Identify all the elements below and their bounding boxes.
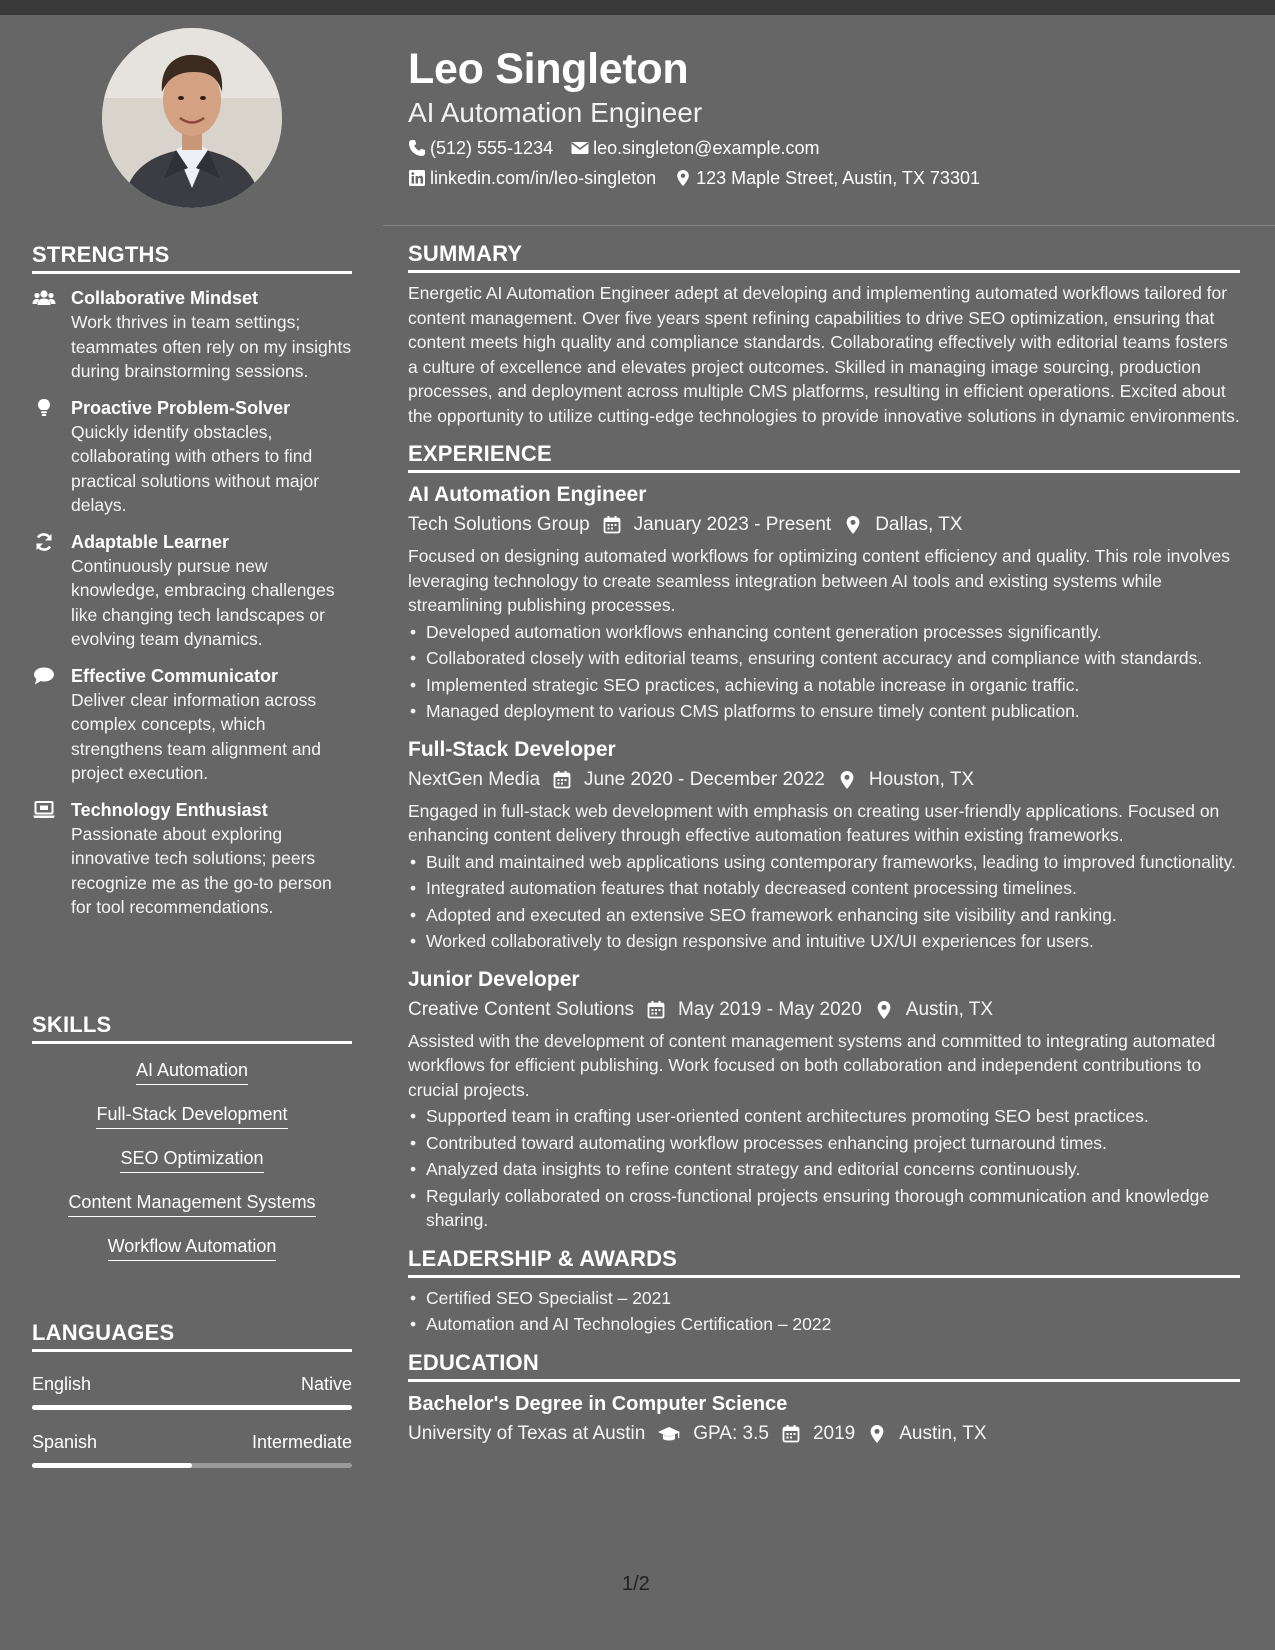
- graduation-cap-icon: [657, 1424, 681, 1444]
- street-address: 123 Maple Street, Austin, TX 73301: [696, 168, 980, 188]
- lightbulb-icon: [32, 398, 56, 418]
- job-achievements: [408, 850, 1240, 954]
- strength-description: Passionate about exploring innovative tech solutions; peers recognize me as the go-to person for tool recommendations.: [71, 823, 332, 917]
- page-number: 1/2: [622, 1573, 650, 1595]
- language-proficiency-fill: [32, 1463, 192, 1468]
- language-item: [32, 1430, 352, 1468]
- skill-tag: AI Automation: [136, 1058, 248, 1085]
- achievement-item: • Regularly collaborated on cross-functional projects ensuring thorough communication and knowledge sharing.: [408, 1184, 1240, 1233]
- achievement-item: • Collaborated closely with editorial teams, ensuring content accuracy and compliance with standards.: [408, 646, 1240, 671]
- company-name: NextGen Media: [408, 768, 541, 790]
- experience-heading: EXPERIENCE: [408, 440, 1240, 473]
- achievement-item: • Adopted and executed an extensive SEO framework enhancing site visibility and ranking.: [408, 903, 1240, 928]
- strength-title: Adaptable Learner: [71, 531, 230, 552]
- email-address: leo.singleton@example.com: [593, 138, 820, 158]
- header-divider: [383, 225, 1275, 226]
- page-top-bar: [0, 0, 1275, 15]
- achievement-item: • Implemented strategic SEO practices, achieving a notable increase in organic traffic.: [408, 673, 1240, 698]
- strength-item: [32, 286, 352, 384]
- strength-item: [32, 798, 352, 920]
- job-meta: [408, 997, 1240, 1023]
- language-level: Native: [300, 1374, 352, 1394]
- awards-heading: LEADERSHIP & AWARDS: [408, 1245, 1240, 1278]
- job-title: AI Automation Engineer: [408, 483, 647, 506]
- achievement-item: • Developed automation workflows enhancing content generation processes significantly.: [408, 620, 1240, 645]
- job-entry: [408, 736, 1240, 954]
- map-pin-icon: [674, 169, 692, 187]
- address-contact: [674, 166, 980, 190]
- job-location: Dallas, TX: [875, 514, 963, 535]
- envelope-icon: [571, 139, 589, 157]
- language-item: [32, 1372, 352, 1410]
- map-pin-icon: [874, 1000, 894, 1020]
- languages-heading: LANGUAGES: [32, 1319, 352, 1352]
- skill-tag: Content Management Systems: [68, 1190, 315, 1217]
- education-section: [408, 1349, 1240, 1447]
- job-location: Houston, TX: [868, 768, 975, 790]
- users-icon: [32, 288, 56, 308]
- calendar-icon: [602, 515, 622, 535]
- achievement-item: • Built and maintained web applications using contemporary frameworks, leading to improved functionality.: [408, 850, 1240, 875]
- phone-contact[interactable]: [408, 136, 553, 160]
- education-meta: [408, 1421, 1240, 1447]
- skill-tag: Full-Stack Development: [96, 1102, 287, 1129]
- summary-text: Energetic AI Automation Engineer adept at developing and implementing automated workflows tailored for content management. Over five years spent refining capabilities to drive SEO optimization, ensuring that content meets high quality and compliance standards. Collaborating effectively with editorial teams fosters a culture of excellence and elevates project outcomes. Skilled in managing image sourcing, production processes, and deployment across multiple CMS platforms, resulting in efficient operations. Excited about the opportunity to utilize cutting-edge technologies to provide innovative solutions in dynamic environments.: [408, 283, 1240, 426]
- chat-bubble-icon: [32, 666, 56, 686]
- job-meta: [408, 767, 1240, 793]
- language-proficiency-bar: [32, 1463, 352, 1468]
- phone-number: (512) 555-1234: [430, 138, 554, 158]
- company-name: Tech Solutions Group: [408, 514, 590, 535]
- achievement-item: • Contributed toward automating workflow processes enhancing project turnaround times.: [408, 1131, 1240, 1156]
- summary-section: [408, 240, 1240, 428]
- job-description: Focused on designing automated workflows for optimizing content efficiency and quality. This role involves leveraging technology to create seamless integration between AI tools and existing systems while streamlining publishing processes.: [408, 546, 1230, 615]
- strength-item: [32, 396, 352, 518]
- language-proficiency-fill: [32, 1405, 352, 1410]
- job-achievements: [408, 620, 1240, 724]
- strength-title: Collaborative Mindset: [71, 288, 259, 308]
- achievement-item: • Supported team in crafting user-oriented content architectures promoting SEO best practices.: [408, 1104, 1240, 1129]
- achievement-item: • Managed deployment to various CMS platforms to ensure timely content publication.: [408, 699, 1240, 724]
- summary-heading: SUMMARY: [408, 240, 1240, 273]
- school-location: Austin, TX: [899, 1422, 987, 1444]
- graduation-year: 2019: [812, 1422, 856, 1444]
- job-dates: May 2019 - May 2020: [678, 998, 862, 1020]
- degree-title: Bachelor's Degree in Computer Science: [408, 1392, 788, 1415]
- strength-title: Effective Communicator: [71, 665, 279, 686]
- award-item: • Automation and AI Technologies Certification – 2022: [408, 1312, 1240, 1337]
- job-dates: June 2020 - December 2022: [584, 768, 825, 790]
- awards-list: [408, 1286, 1240, 1337]
- calendar-icon: [552, 770, 572, 790]
- strengths-section: [32, 241, 352, 920]
- skill-list: [32, 1058, 352, 1278]
- laptop-icon: [32, 800, 56, 820]
- skills-section: [32, 1011, 352, 1278]
- languages-section: [32, 1319, 352, 1468]
- awards-section: [408, 1245, 1240, 1337]
- skills-heading: SKILLS: [32, 1011, 352, 1044]
- profile-photo: [102, 28, 282, 208]
- strength-description: Quickly identify obstacles, collaborating with others to find practical solutions without major delays.: [71, 421, 320, 515]
- school-name: University of Texas at Austin: [408, 1422, 646, 1444]
- job-dates: January 2023 - Present: [633, 514, 832, 535]
- linkedin-icon: [408, 169, 426, 187]
- job-description: Engaged in full-stack web development with emphasis on creating user-friendly applications. Focused on enhancing content delivery through effective automation features within existing frameworks.: [408, 800, 1220, 845]
- language-level: Intermediate: [251, 1432, 352, 1452]
- email-contact[interactable]: [571, 136, 819, 160]
- strength-description: Deliver clear information across complex concepts, which strengthens team alignment and project execution.: [71, 689, 322, 783]
- job-title: Junior Developer: [408, 967, 580, 991]
- strength-item: [32, 664, 352, 786]
- skill-tag: Workflow Automation: [108, 1234, 277, 1261]
- resume-header: [408, 40, 1238, 190]
- candidate-name: Leo Singleton: [408, 45, 689, 93]
- language-name: Spanish: [32, 1432, 98, 1452]
- job-location: Austin, TX: [905, 998, 994, 1020]
- contact-line-1: [408, 136, 1238, 160]
- strength-title: Technology Enthusiast: [71, 799, 268, 820]
- experience-section: [408, 440, 1240, 1233]
- language-name: English: [32, 1374, 92, 1394]
- map-pin-icon: [843, 515, 863, 535]
- job-title: Full-Stack Developer: [408, 737, 616, 761]
- contact-line-2: [408, 166, 1238, 190]
- map-pin-icon: [837, 770, 857, 790]
- strength-description: Work thrives in team settings; teammates often rely on my insights during brainstorming sessions.: [71, 312, 352, 381]
- linkedin-contact[interactable]: [408, 166, 656, 190]
- strengths-heading: STRENGTHS: [32, 241, 352, 274]
- job-description: Assisted with the development of content management systems and committed to integrating automated workflows for efficient publishing. Work focused on both collaboration and independent contributions to crucial projects.: [408, 1030, 1216, 1100]
- achievement-item: • Analyzed data insights to refine content strategy and editorial concerns continuously.: [408, 1157, 1240, 1182]
- phone-icon: [408, 139, 426, 157]
- language-proficiency-bar: [32, 1405, 352, 1410]
- achievement-item: • Integrated automation features that notably decreased content processing timelines.: [408, 876, 1240, 901]
- strength-title: Proactive Problem-Solver: [71, 397, 291, 418]
- right-column: [408, 240, 1240, 1459]
- job-achievements: [408, 1104, 1240, 1233]
- candidate-title: AI Automation Engineer: [408, 97, 703, 128]
- achievement-item: • Worked collaboratively to design responsive and intuitive UX/UI experiences for users.: [408, 929, 1240, 954]
- strength-item: [32, 530, 352, 652]
- calendar-icon: [646, 1000, 666, 1020]
- linkedin-url: linkedin.com/in/leo-singleton: [430, 168, 657, 188]
- gpa: GPA: 3.5: [693, 1422, 769, 1444]
- company-name: Creative Content Solutions: [408, 998, 635, 1020]
- education-heading: EDUCATION: [408, 1349, 1240, 1382]
- avatar-icon: [102, 28, 282, 208]
- job-entry: [408, 481, 1240, 724]
- refresh-icon: [32, 532, 56, 552]
- award-item: • Certified SEO Specialist – 2021: [408, 1286, 1240, 1311]
- map-pin-icon: [867, 1424, 887, 1444]
- strength-description: Continuously pursue new knowledge, embracing challenges like changing tech landscapes or evolving team dynamics.: [71, 555, 335, 649]
- job-entry: [408, 966, 1240, 1233]
- skill-tag: SEO Optimization: [120, 1146, 263, 1173]
- job-meta: [408, 512, 1240, 538]
- calendar-icon: [781, 1424, 801, 1444]
